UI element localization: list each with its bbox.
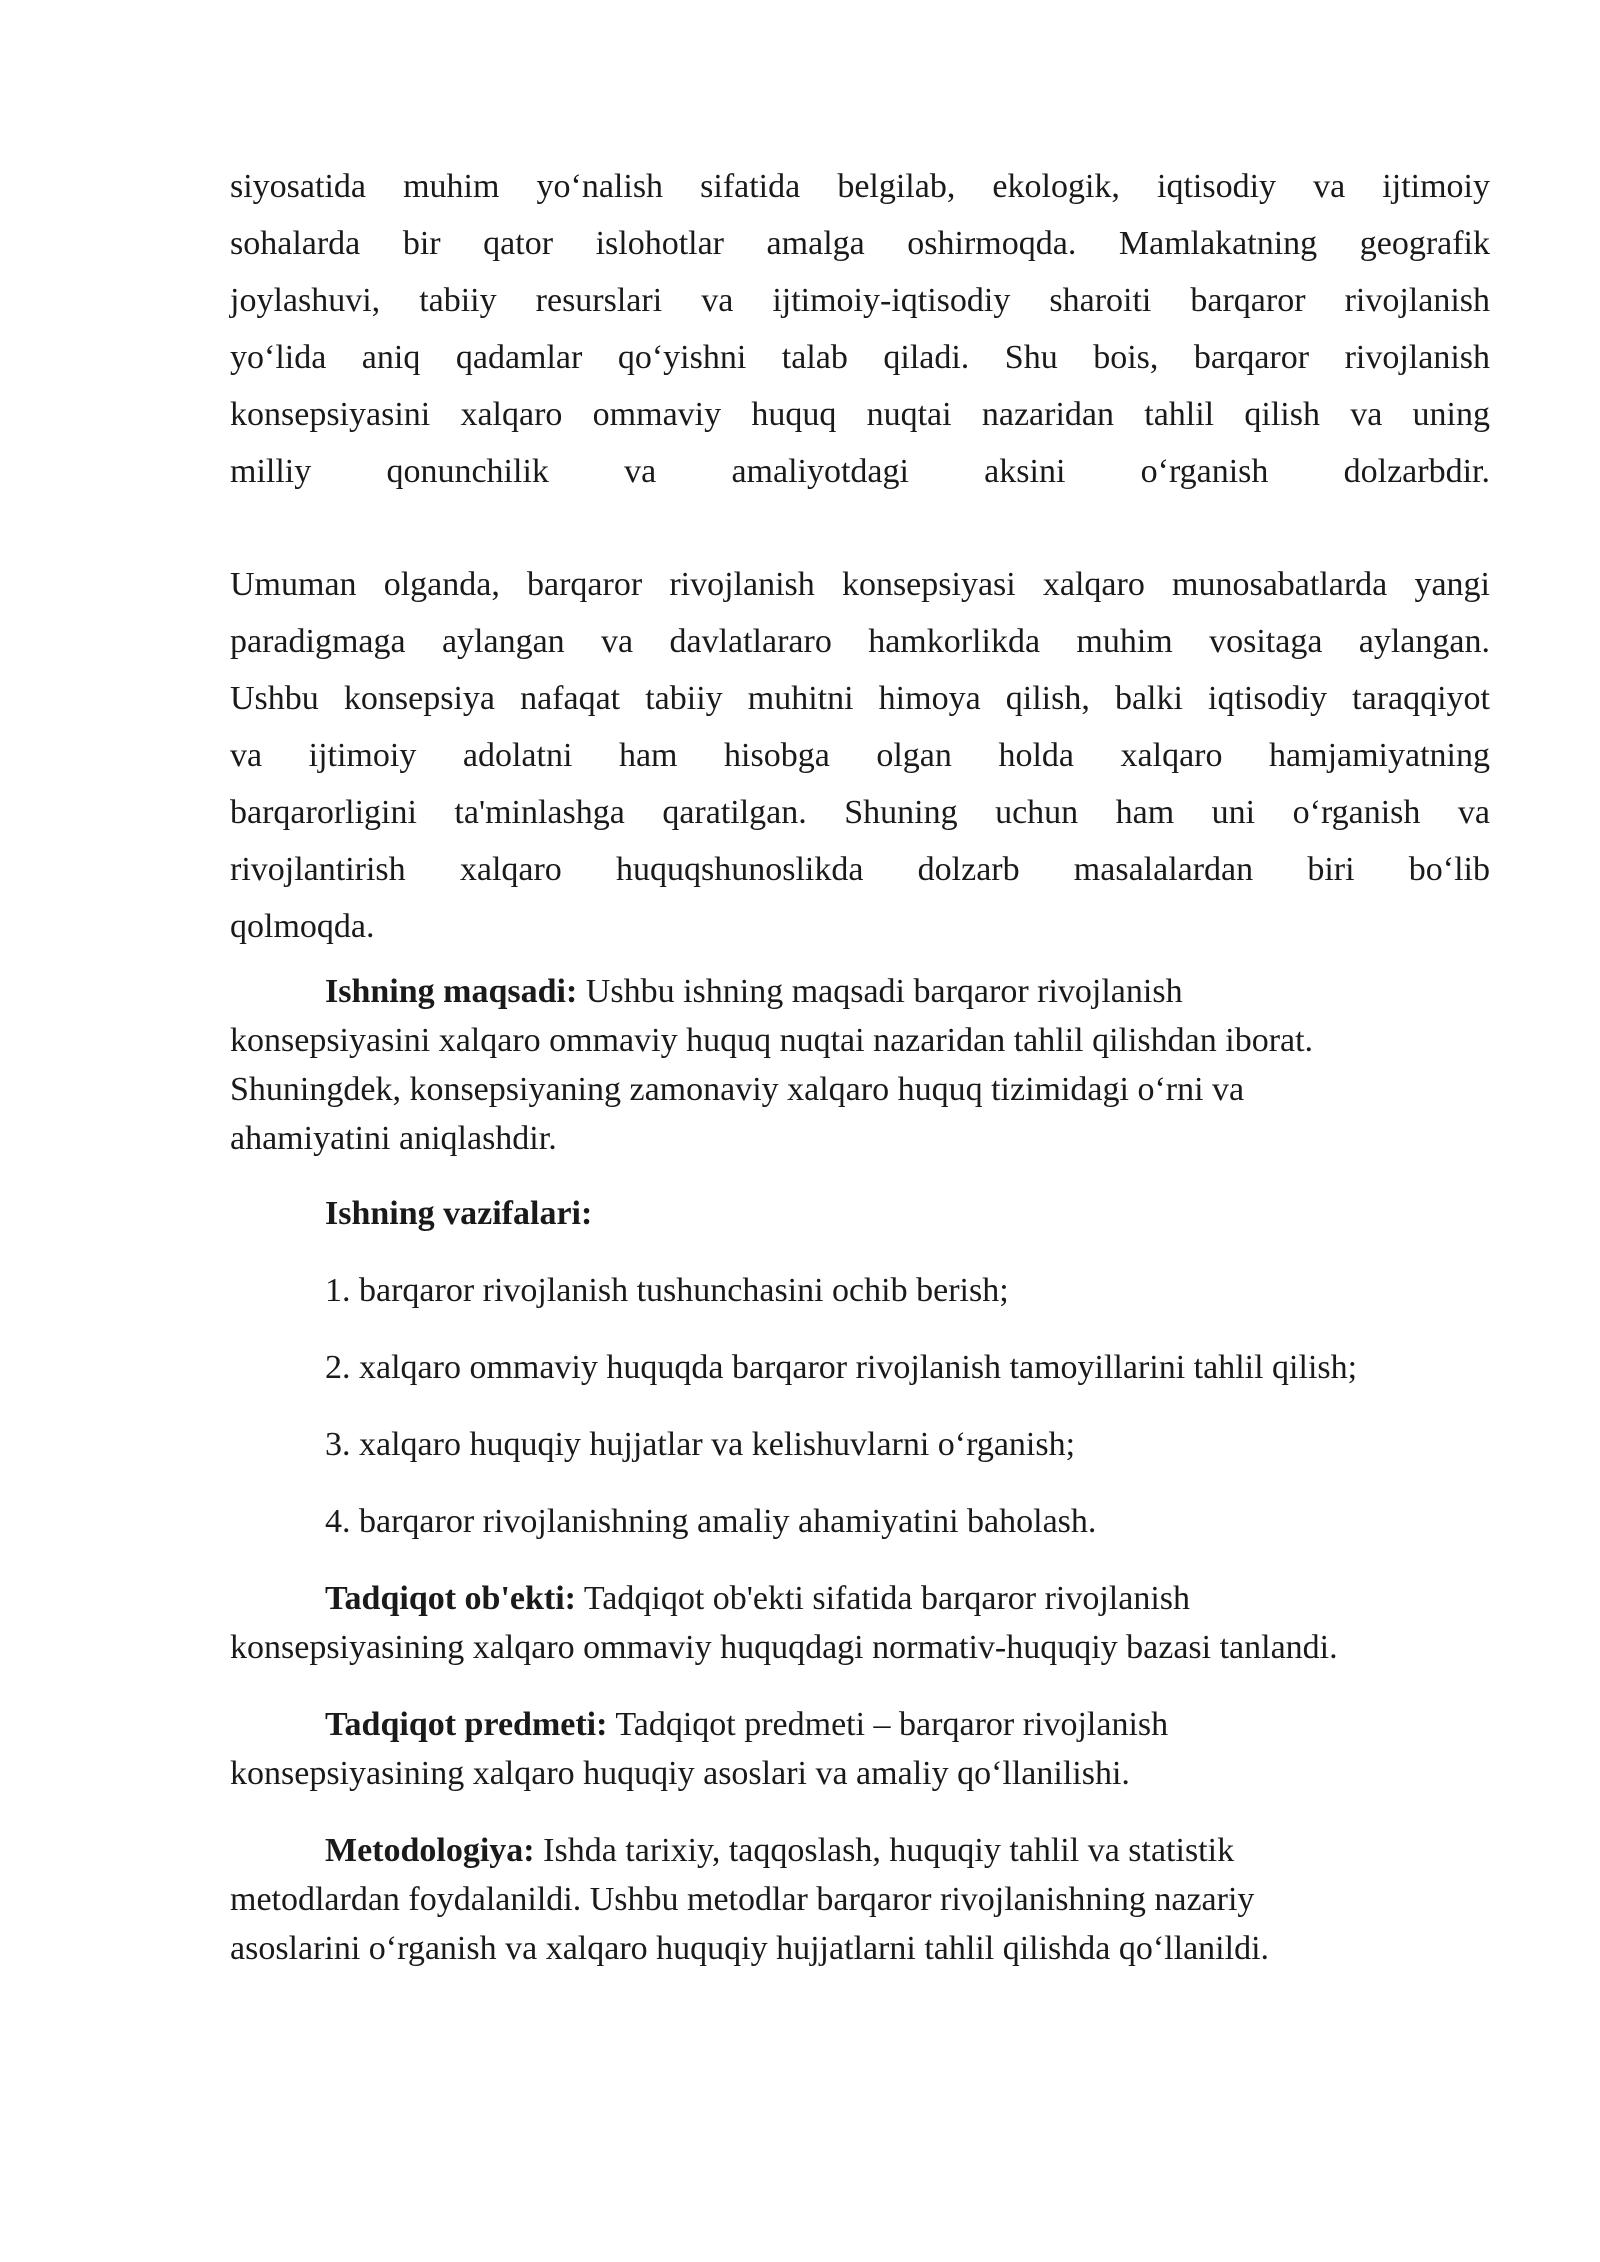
methodology-label: Metodologiya: (325, 1832, 535, 1869)
text-line: konsepsiyasining xalqaro ommaviy huquqdagi normativ-huquqiy bazasi tanlandi. (230, 1629, 1338, 1666)
list-item: 3. xalqaro huquqiy hujjatlar va kelishuvlarni o‘rganish; (325, 1426, 1076, 1463)
text-line: ahamiyatini aniqlashdir. (230, 1120, 557, 1157)
text-line: Tadqiqot ob'ekti: Tadqiqot ob'ekti sifatida barqaror rivojlanish (325, 1580, 1191, 1617)
text-line: paradigmaga aylangan va davlatlararo hamkorlikda muhim vositaga aylangan. (230, 623, 1490, 660)
text-line: Ishning maqsadi: Ushbu ishning maqsadi barqaror rivojlanish (325, 973, 1183, 1010)
text-line: Tadqiqot predmeti: Tadqiqot predmeti – barqaror rivojlanish (325, 1706, 1169, 1743)
text-line: milliy qonunchilik va amaliyotdagi aksini o‘rganish dolzarbdir. (230, 453, 1490, 490)
paragraph-spacer (230, 500, 1490, 556)
tasks-section (230, 1189, 1490, 1546)
text-line: Metodologiya: Ishda tarixiy, taqqoslash, huquqiy tahlil va statistik (325, 1832, 1235, 1869)
document-page (230, 158, 1490, 1973)
text-line: asoslarini o‘rganish va xalqaro huquqiy hujjatlarni tahlil qilishda qo‘llanildi. (230, 1930, 1270, 1967)
goal-section (230, 967, 1490, 1163)
text-line: joylashuvi, tabiiy resurslari va ijtimoiy-iqtisodiy sharoiti barqaror rivojlanish (230, 282, 1490, 319)
text-line: sohalarda bir qator islohotlar amalga oshirmoqda. Mamlakatning geografik (230, 225, 1490, 262)
text-line: Shuningdek, konsepsiyaning zamonaviy xalqaro huquq tizimidagi o‘rni va (230, 1071, 1245, 1108)
intro-paragraph (230, 158, 1490, 500)
text-line: rivojlantirish xalqaro huquqshunoslikda dolzarb masalalardan biri bo‘lib (230, 851, 1490, 888)
methodology-section (230, 1826, 1490, 1973)
text-line: qolmoqda. (230, 908, 375, 945)
summary-paragraph (230, 556, 1490, 955)
text-line: konsepsiyasining xalqaro huquqiy asoslari va amaliy qo‘llanilishi. (230, 1755, 1130, 1792)
list-item: 1. barqaror rivojlanish tushunchasini ochib berish; (325, 1272, 1009, 1309)
object-label: Tadqiqot ob'ekti: (325, 1580, 576, 1617)
subject-section (230, 1700, 1490, 1798)
tasks-heading: Ishning vazifalari: (325, 1195, 593, 1232)
subject-label: Tadqiqot predmeti: (325, 1706, 608, 1743)
text-line: va ijtimoiy adolatni ham hisobga olgan holda xalqaro hamjamiyatning (230, 737, 1490, 774)
goal-label: Ishning maqsadi: (325, 973, 578, 1010)
text-line: metodlardan foydalanildi. Ushbu metodlar barqaror rivojlanishning nazariy (230, 1881, 1255, 1918)
text-line: konsepsiyasini xalqaro ommaviy huquq nuqtai nazaridan tahlil qilishdan iborat. (230, 1022, 1314, 1059)
list-item: 4. barqaror rivojlanishning amaliy ahamiyatini baholash. (325, 1503, 1097, 1540)
text-line: yo‘lida aniq qadamlar qo‘yishni talab qiladi. Shu bois, barqaror rivojlanish (230, 339, 1490, 376)
text-line: Umuman olganda, barqaror rivojlanish konsepsiyasi xalqaro munosabatlarda yangi (230, 566, 1490, 603)
list-item: 2. xalqaro ommaviy huquqda barqaror rivojlanish tamoyillarini tahlil qilish; (325, 1349, 1358, 1386)
text-line: barqarorligini ta'minlashga qaratilgan. Shuning uchun ham uni o‘rganish va (230, 794, 1490, 831)
object-section (230, 1574, 1490, 1672)
text-line: siyosatida muhim yo‘nalish sifatida belgilab, ekologik, iqtisodiy va ijtimoiy (230, 168, 1490, 205)
text-line: Ushbu konsepsiya nafaqat tabiiy muhitni himoya qilish, balki iqtisodiy taraqqiyot (230, 680, 1490, 717)
text-line: konsepsiyasini xalqaro ommaviy huquq nuqtai nazaridan tahlil qilish va uning (230, 396, 1490, 433)
